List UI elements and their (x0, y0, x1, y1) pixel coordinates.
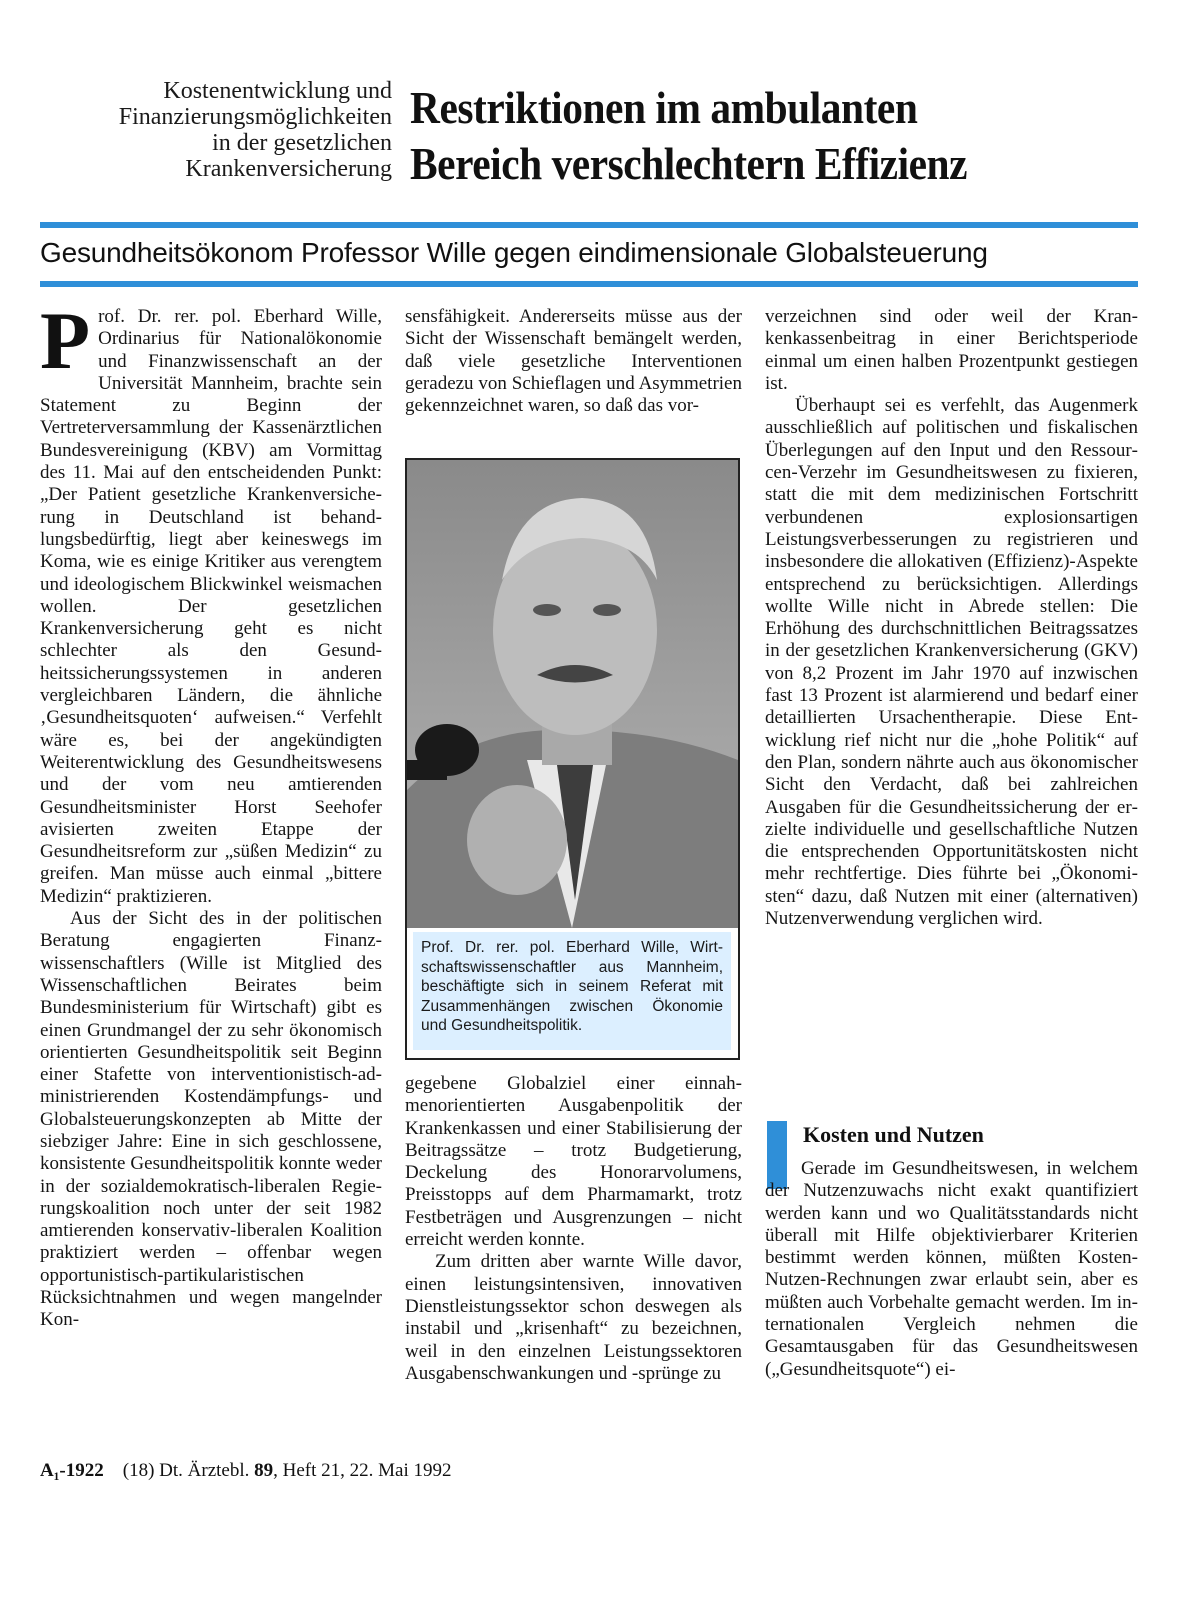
photo-caption: Prof. Dr. rer. pol. Eberhard Wille, Wirtschaftswissenschaftler aus Mannheim, beschäftigte sich in seinem Referat mit Zusammenhängen zwischen Ökonomie und Gesundheitspolitik. (413, 932, 731, 1050)
paragraph: Überhaupt sei es verfehlt, das Augenmerk ausschließlich auf politischen und fiskalischen Überlegungen auf den Input und den Ressourcen-Verzehr im Gesundheitswesen zu fixieren, statt die mit dem medizinischen Fortschritt verbundenen explosionsartigen Leistungsverbesserungen zu registrieren und insbesondere die allokativen (Effizienz)-Aspekte entsprechend zu berücksichtigen. Allerdings wollte Wille nicht in Abrede stellen: Die Erhöhung des durchschnittlichen Beitragssatzes in der gesetzlichen Krankenversicherung (GKV) von 8,2 Prozent im Jahr 1970 auf inzwischen fast 13 Prozent ist alarmierend und bedarf einer detaillierten Ursachentherapie. Diese Entwicklung rief nicht nur die „hohe Politik“ auf den Plan, sondern nährte auch aus ökonomischer Sicht den Verdacht, daß bei zahlreichen Ausgaben für die Gesundheitssicherung der erzielte individuelle und gesellschaftliche Nutzen die entsprechenden Opportunitätskosten nicht mehr rechtfertige. Dies führte bei „Ökonomisten“ dazu, daß Nutzen mit einer (alternativen) Nutzenverwendung verglichen wird. (765, 395, 1138, 930)
article-column-3-bottom (765, 1158, 1138, 1381)
subheadline: Gesundheitsökonom Professor Wille gegen eindimensionale Globalsteuerung (40, 237, 988, 268)
paragraph: verzeichnen sind oder weil der Krankenkassenbeitrag in einer Berichtsperiode einmal um einen halben Prozentpunkt gestiegen ist. (765, 306, 1138, 394)
portrait-photo (407, 460, 738, 928)
volume-number: 89 (254, 1460, 274, 1481)
kicker-line: Kostenentwicklung und (163, 78, 392, 104)
article-column-1 (40, 295, 382, 1332)
section-title: Kosten und Nutzen (803, 1122, 984, 1147)
article-column-2-top (405, 306, 742, 417)
citation-prefix: (18) Dt. Ärztebl. (122, 1460, 250, 1481)
article-column-3 (765, 306, 1138, 930)
kicker-line: Finanzierungsmöglichkeiten (118, 104, 392, 130)
photo-box (405, 458, 740, 1060)
page-footer (40, 1460, 452, 1482)
paragraph (40, 295, 382, 908)
drop-cap: P (40, 295, 91, 386)
paragraph: Gerade im Gesundheitswesen, in welchem der Nutzenzuwachs nicht exakt quantifiziert werden kann und wo Qualitätsstandards nicht überall mit Hilfe objektivierbarer Kriterien bestimmt werden können, müßten Kosten-Nutzen-Rechnungen zwar erlaubt sein, aber es müßten auch Vorbehalte gemacht werden. Im internationalen Vergleich nehmen die Gesamtausgaben für das Gesundheitswesen („Gesundheitsquote“) ei- (765, 1158, 1138, 1380)
bottom-blue-rule (40, 281, 1138, 287)
page-number: A₁-1922 (40, 1460, 104, 1481)
paragraph-text: rof. Dr. rer. pol. Eberhard Wille, Ordinarius für Nationalökonomie und Finanzwissenschaft an der Universität Mannheim, brachte sein Statement zu Beginn der Vertreterversammlung der Kassenärztlichen Bundesvereinigung (KBV) am Vormittag des 11. Mai auf den entscheidenden Punkt: „Der Patient gesetzliche Krankenversicherung in Deutschland ist behandlungsbedürftig, liegt aber keineswegs im Koma, wie es einige Kritiker aus verengtem und ideologischem Blickwinkel weismachen wollen. Der gesetzlichen Krankenversicherung geht es nicht schlechter als den Gesundheitssicherungssystemen in anderen vergleichbaren Ländern, die ähnliche ‚Gesundheitsquoten‘ aufweisen.“ Verfehlt wäre es, bei der angekündigten Weiterentwicklung des Gesundheitswesens und der vom neu amtierenden Gesundheitsminister Horst Seehofer avisierten zweiten Etappe der Gesundheitsreform zur „süßen Medizin“ zu greifen. Man müsse auch einmal „bittere Medizin“ praktizieren. (40, 306, 382, 907)
paragraph: gegebene Globalziel einer einnahmenorientierten Ausgabenpolitik der Krankenkassen und einer Stabilisierung der Beitragssätze – trotz Budgetierung, Deckelung des Honorarvolumens, Preisstopps auf dem Pharmamarkt, trotz Festbeträgen und Ausgrenzungen – nicht erreicht werden konnte. (405, 1073, 742, 1251)
section-heading (767, 1121, 1137, 1161)
kicker-line: Krankenversicherung (185, 156, 392, 182)
portrait-illustration (407, 460, 738, 928)
article-column-2-bottom (405, 1073, 742, 1385)
paragraph: Aus der Sicht des in der politischen Beratung engagierten Finanzwissenschaftlers (Wille ist Mitglied des Wissenschaftlichen Beirates beim Bundesministerium für Wirtschaft) gibt es einen Grundmangel der zu sehr ökonomisch orientierten Gesundheitspolitik seit Beginn einer Stafette von interventionistisch-administrierenden Kostendämpfungs- und Globalsteuerungskonzepten ab Mitte der siebziger Jahre: Eine in sich geschlossene, konsistente Gesundheitspolitik konnte weder in der sozialdemokratisch-liberalen Regierungskoalition noch unter der seit 1982 amtierenden konservativ-liberalen Koalition praktiziert werden – offenbar wegen opportunistisch-partikularistischen Rücksichtnahmen und wegen mangelnder Kon- (40, 908, 382, 1331)
paragraph: sensfähigkeit. Andererseits müsse aus der Sicht der Wissenschaft bemängelt werden, daß viele gesetzliche Interventionen geradezu von Schieflagen und Asymmetrien gekennzeichnet waren, so daß das vor- (405, 306, 742, 417)
headline-line-2: Bereich verschlechtern Effizienz (410, 139, 968, 189)
citation-suffix: , Heft 21, 22. Mai 1992 (273, 1460, 452, 1481)
kicker (30, 78, 392, 182)
paragraph: Zum dritten aber warnte Wille davor, einen leistungsintensiven, innovativen Dienstleistungssektor schon deswegen als instabil und „krisenhaft“ zu bezeichnen, weil in den einzelnen Leistungssektoren Ausgabenschwankungen und -sprünge zu (405, 1251, 742, 1384)
kicker-line: in der gesetzlichen (212, 130, 392, 156)
top-blue-rule (40, 222, 1138, 228)
headline-line-1: Restriktionen im ambulanten (410, 83, 918, 133)
headline (410, 80, 1091, 192)
